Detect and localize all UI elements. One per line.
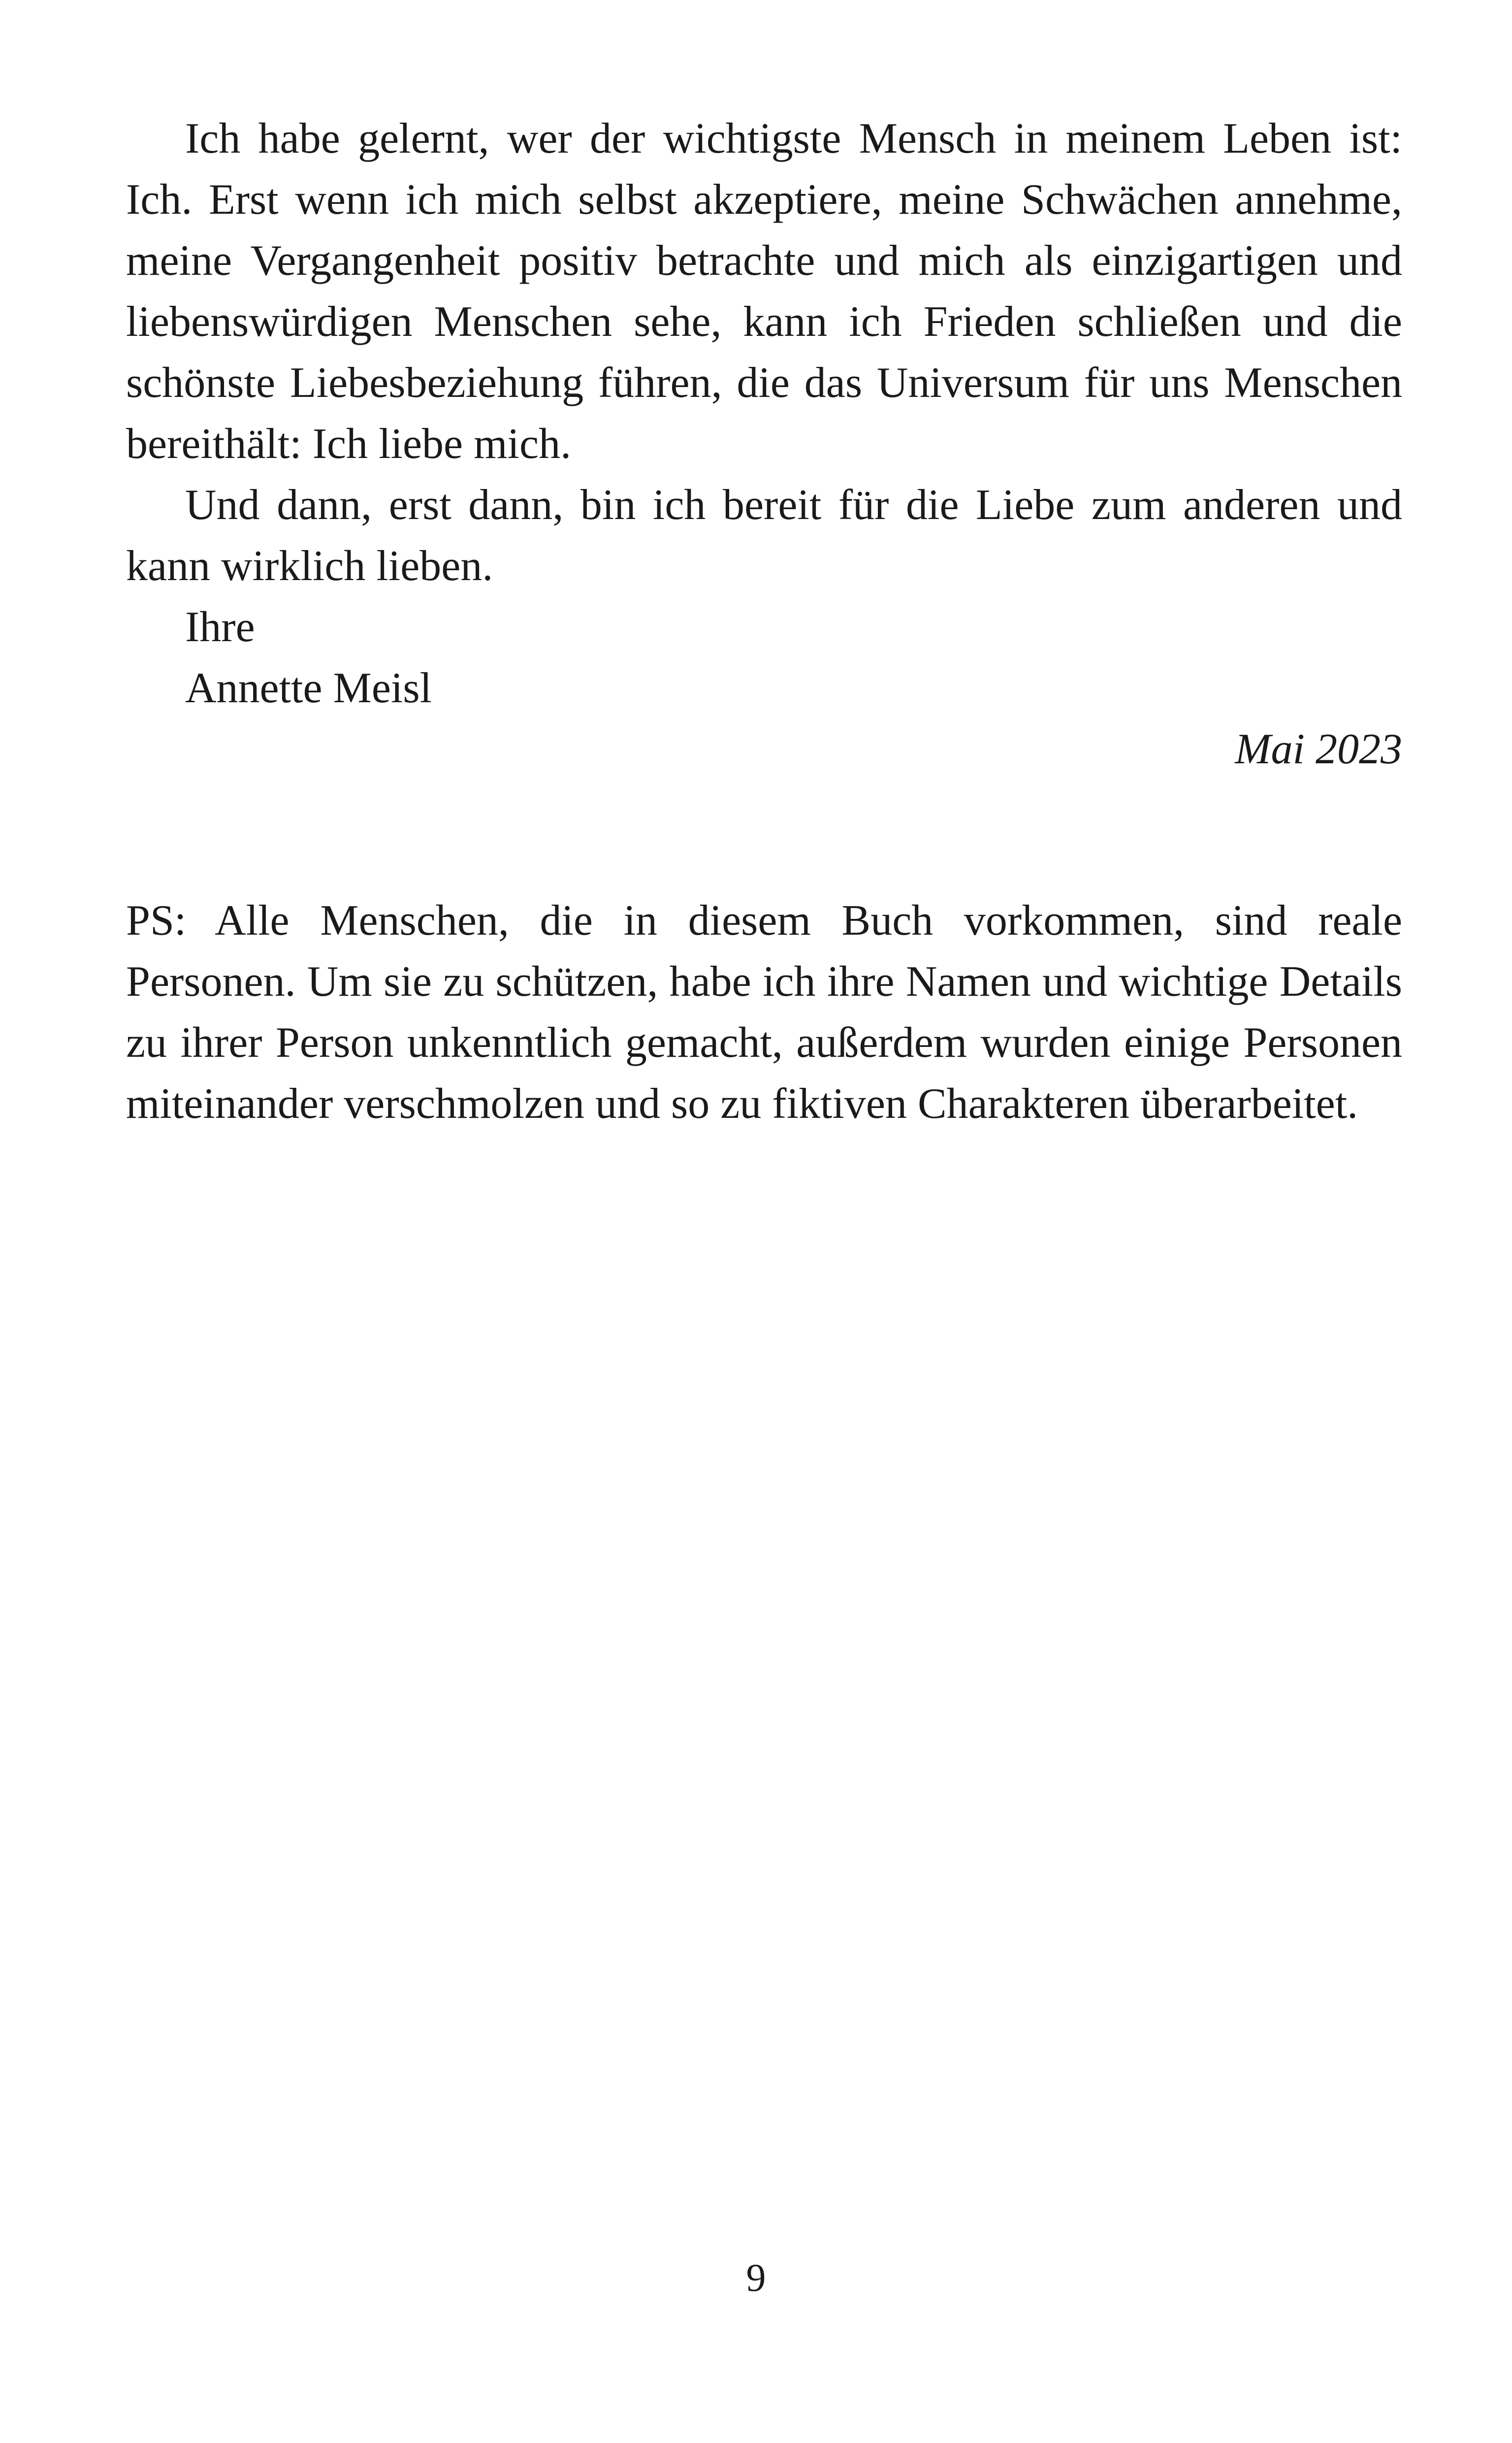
page-number: 9 [746, 2256, 766, 2300]
author-name: Annette Meisl [185, 664, 432, 712]
body-paragraph-2: Und dann, erst dann, bin ich bereit für die Liebe zum anderen und kann wirklich lieben. [126, 481, 1402, 590]
closing-salutation: Ihre [185, 603, 255, 651]
page-content [126, 108, 1402, 1135]
body-paragraph-1: Ich habe gelernt, wer der wichtigste Mensch in meinem Leben ist: Ich. Erst wenn ich mich selbst akzeptiere, meine Schwächen annehme, meine Vergangenheit positiv betrachte und mich als einzigartigen und liebenswürdigen Menschen sehe, kann ich Frieden schließen und die schönste Liebesbeziehung führen, die das Universum für uns Menschen bereithält: Ich liebe mich. [126, 115, 1402, 468]
postscript: PS: Alle Menschen, die in diesem Buch vorkommen, sind reale Personen. Um sie zu schützen, habe ich ihre Namen und wichtige Details zu ihrer Person unkenntlich gemacht, außerdem wurden einige Personen miteinander verschmolzen und so zu fiktiven Charakteren überarbeitet. [126, 897, 1402, 1128]
letter-date: Mai 2023 [1235, 725, 1402, 773]
